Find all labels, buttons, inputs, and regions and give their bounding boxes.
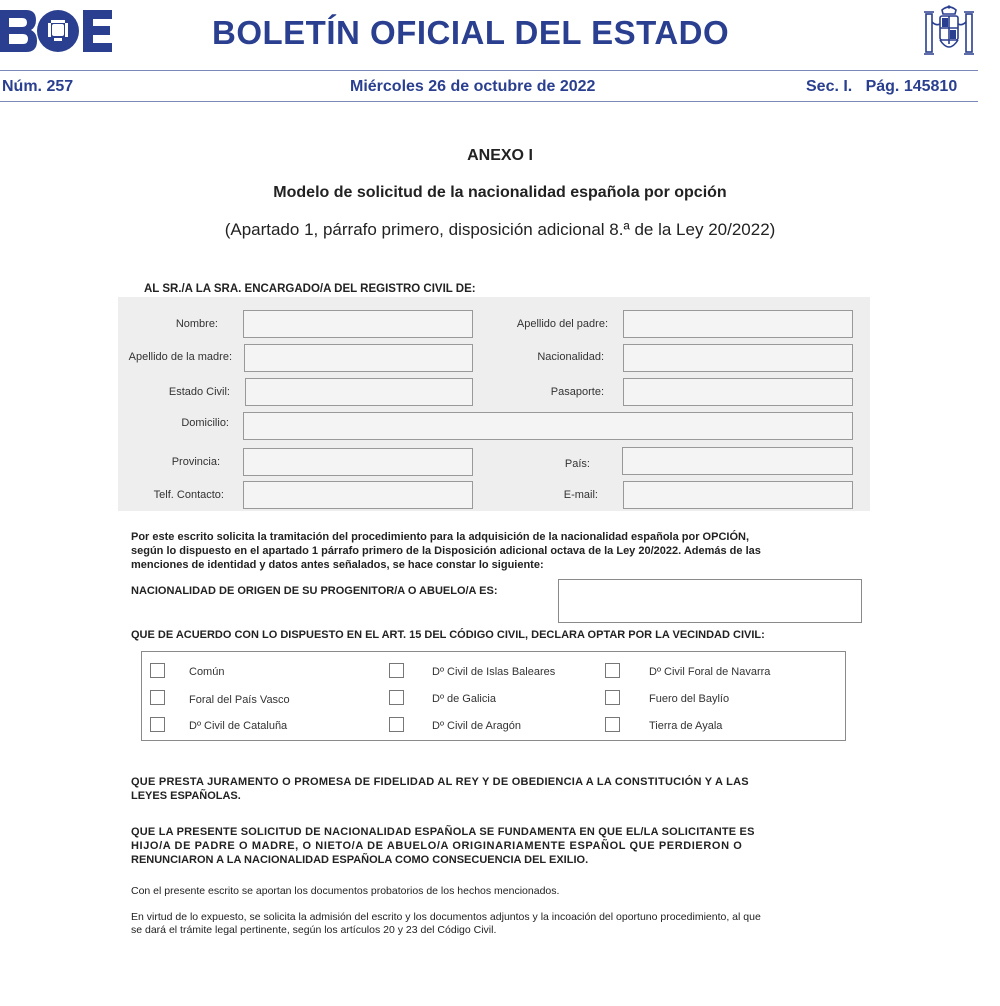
label-pasaporte: Pasaporte: — [550, 386, 604, 398]
option-ayala: Tierra de Ayala — [649, 720, 723, 732]
label-pais: País: — [564, 458, 590, 470]
estado-civil-field[interactable] — [245, 378, 473, 406]
header-rule-bottom — [0, 101, 978, 102]
origin-nationality-field[interactable] — [558, 579, 862, 623]
checkbox-cataluna[interactable] — [150, 717, 165, 732]
request-line-1: Por este escrito solicita la tramitación del procedimiento para la adquisición de la nacionalidad española por OPCIÓN, — [131, 531, 749, 543]
checkbox-comun[interactable] — [150, 663, 165, 678]
annex-heading: ANEXO I — [467, 147, 533, 164]
vecindad-heading: QUE DE ACUERDO CON LO DISPUESTO EN EL ART. 15 DEL CÓDIGO CIVIL, DECLARA OPTAR POR LA VECINDAD CIVIL: — [131, 629, 765, 641]
option-aragon: Dº Civil de Aragón — [432, 720, 522, 732]
label-estado-civil: Estado Civil: — [168, 386, 230, 398]
checkbox-pais-vasco[interactable] — [150, 690, 165, 705]
basis-line-2: HIJO/A DE PADRE O MADRE, O NIETO/A DE ABUELO/A ORIGINARIAMENTE ESPAÑOL QUE PERDIERON O — [131, 840, 743, 852]
request-line-2: según lo dispuesto en el apartado 1 párrafo primero de la Disposición adicional octava de la Ley 20/2022. Además de las — [131, 545, 761, 557]
boe-logo — [0, 8, 112, 54]
option-comun: Común — [189, 666, 225, 678]
label-email: E-mail: — [563, 489, 598, 501]
oath-line-1: QUE PRESTA JURAMENTO O PROMESA DE FIDELIDAD AL REY Y DE OBEDIENCIA A LA CONSTITUCIÓN Y A LAS — [131, 776, 749, 788]
option-navarra: Dº Civil Foral de Navarra — [649, 666, 771, 678]
nombre-field[interactable] — [243, 310, 473, 338]
issue-date: Miércoles 26 de octubre de 2022 — [350, 78, 596, 95]
label-apellido-padre: Apellido del padre: — [516, 318, 608, 330]
checkbox-aragon[interactable] — [389, 717, 404, 732]
spain-coat-of-arms-icon — [918, 2, 980, 64]
oath-line-2: LEYES ESPAÑOLAS. — [131, 790, 241, 802]
label-apellido-madre: Apellido de la madre: — [128, 351, 232, 363]
option-pais-vasco: Foral del País Vasco — [189, 694, 290, 706]
apellido-padre-field[interactable] — [623, 310, 853, 338]
origin-nationality-label: NACIONALIDAD DE ORIGEN DE SU PROGENITOR/A O ABUELO/A ES: — [131, 585, 498, 597]
closing-line-2: se dará el trámite legal pertinente, según los artículos 20 y 23 del Código Civil. — [131, 924, 497, 936]
email-field[interactable] — [623, 481, 853, 509]
provincia-field[interactable] — [243, 448, 473, 476]
pais-field[interactable] — [622, 447, 853, 475]
gazette-title: BOLETÍN OFICIAL DEL ESTADO — [212, 14, 730, 51]
checkbox-islas-baleares[interactable] — [389, 663, 404, 678]
domicilio-field[interactable] — [243, 412, 853, 440]
header-rule-top — [0, 70, 978, 71]
section-page: Sec. I. Pág. 145810 — [806, 78, 958, 95]
label-domicilio: Domicilio: — [181, 417, 229, 429]
option-islas-baleares: Dº Civil de Islas Baleares — [432, 666, 556, 678]
telefono-field[interactable] — [243, 481, 473, 509]
request-line-3: menciones de identidad y datos antes señalados, se hace constar lo siguiente: — [131, 559, 544, 571]
pasaporte-field[interactable] — [623, 378, 853, 406]
label-nombre: Nombre: — [175, 318, 218, 330]
label-provincia: Provincia: — [171, 456, 220, 468]
form-subtitle: (Apartado 1, párrafo primero, disposición adicional 8.ª de la Ley 20/2022) — [224, 220, 776, 239]
apellido-madre-field[interactable] — [244, 344, 473, 372]
option-cataluna: Dº Civil de Cataluña — [189, 720, 288, 732]
checkbox-galicia[interactable] — [389, 690, 404, 705]
documents-line: Con el presente escrito se aportan los documentos probatorios de los hechos mencionados. — [131, 885, 560, 897]
issue-number: Núm. 257 — [2, 78, 74, 95]
option-baylio: Fuero del Baylío — [649, 693, 730, 705]
checkbox-ayala[interactable] — [605, 717, 620, 732]
closing-line-1: En virtud de lo expuesto, se solicita la admisión del escrito y los documentos adjuntos y la incoación del oportuno procedimiento, al que — [131, 911, 761, 923]
label-nacionalidad: Nacionalidad: — [537, 351, 604, 363]
basis-line-3: RENUNCIARON A LA NACIONALIDAD ESPAÑOLA COMO CONSECUENCIA DEL EXILIO. — [131, 854, 589, 866]
label-telefono: Telf. Contacto: — [153, 489, 224, 501]
form-title: Modelo de solicitud de la nacionalidad española por opción — [273, 184, 727, 201]
basis-line-1: QUE LA PRESENTE SOLICITUD DE NACIONALIDAD ESPAÑOLA SE FUNDAMENTA EN QUE EL/LA SOLICITANTE ES — [131, 826, 755, 838]
checkbox-navarra[interactable] — [605, 663, 620, 678]
addressee-heading: AL SR./A LA SRA. ENCARGADO/A DEL REGISTRO CIVIL DE: — [144, 283, 476, 295]
nacionalidad-field[interactable] — [623, 344, 853, 372]
option-galicia: Dº de Galicia — [432, 693, 496, 705]
checkbox-baylio[interactable] — [605, 690, 620, 705]
